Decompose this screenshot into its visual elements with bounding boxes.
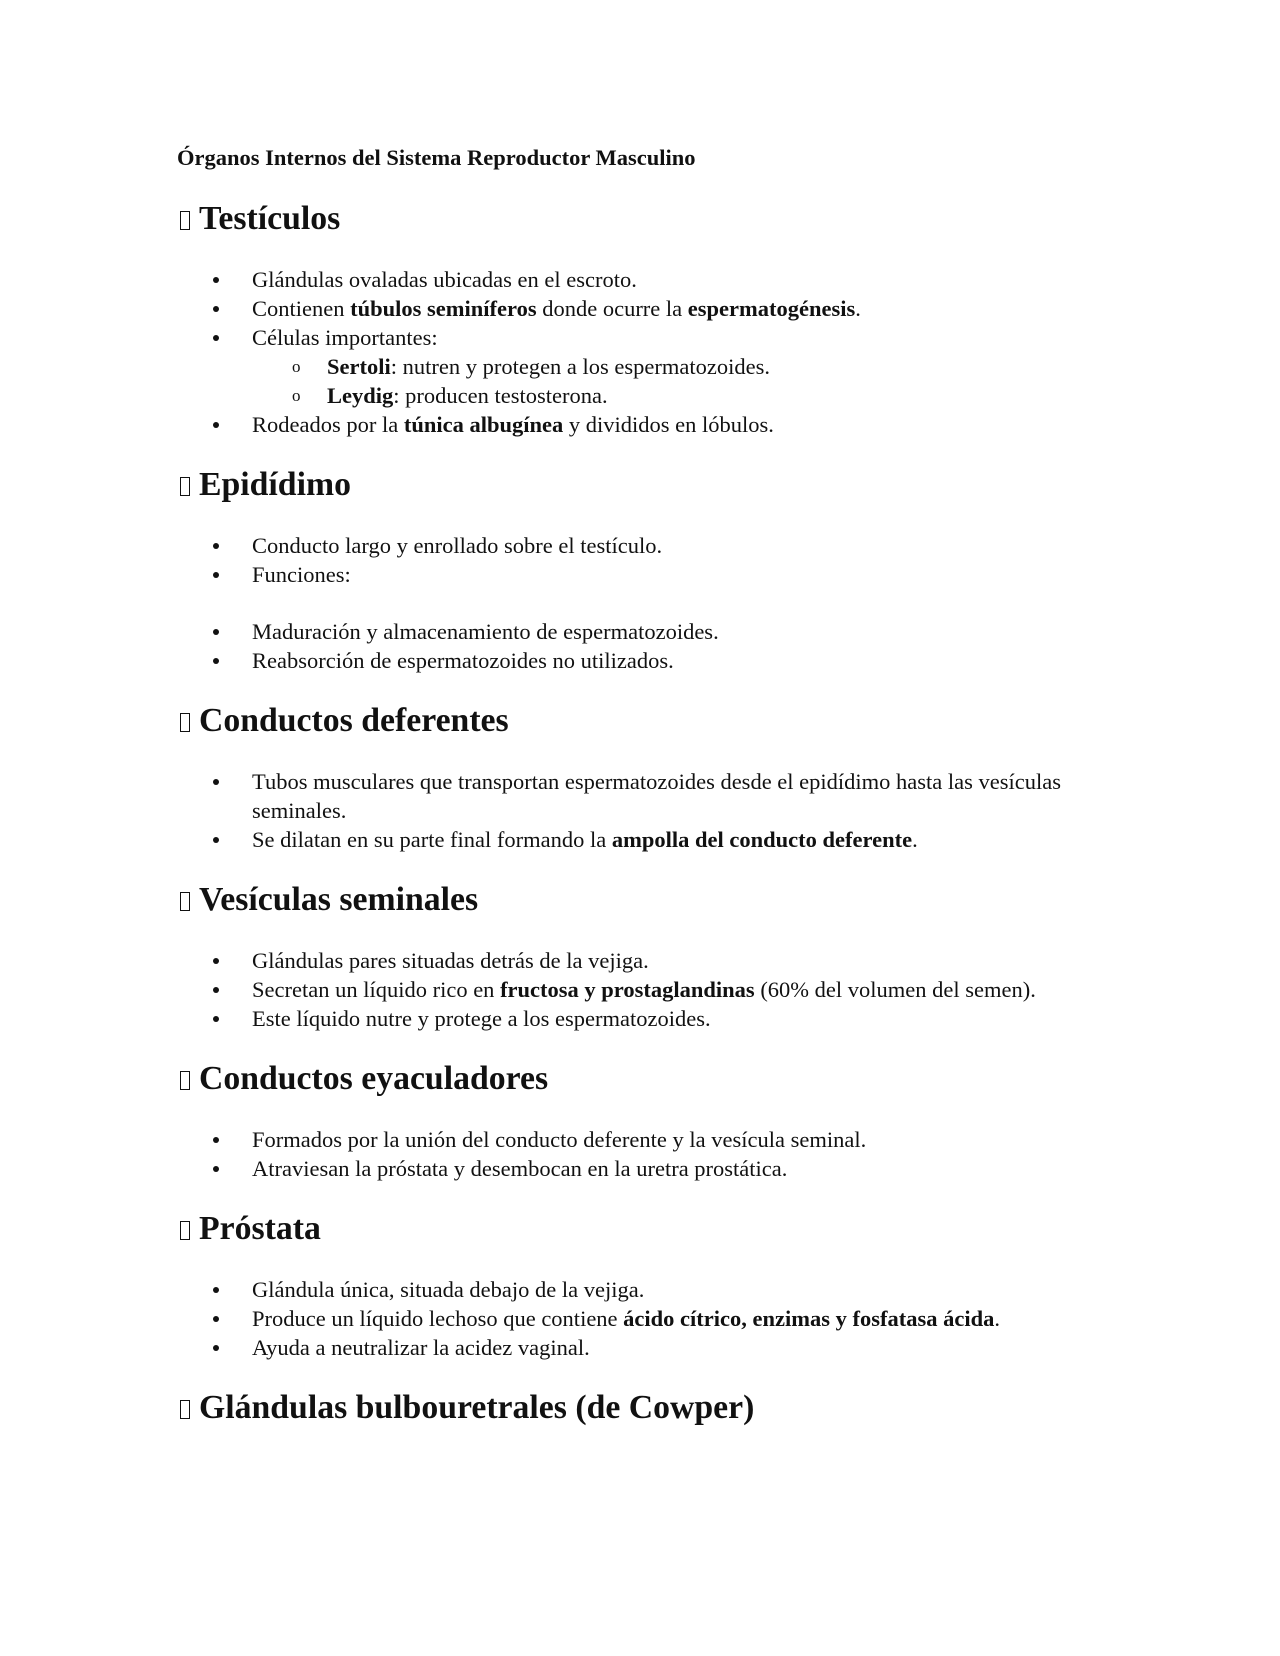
list-item xyxy=(177,767,1097,825)
section-heading xyxy=(177,200,1097,237)
missing-glyph-icon xyxy=(180,1071,190,1090)
text-run: Rodeados por la xyxy=(252,412,404,437)
list-item xyxy=(177,946,1097,975)
bullet-icon xyxy=(213,958,219,964)
list-item-text xyxy=(252,977,1036,1002)
section-heading-text: Testículos xyxy=(199,200,341,237)
sub-list-item xyxy=(177,352,1097,381)
list-item-text xyxy=(252,325,438,350)
text-run: Se dilatan en su parte final formando la xyxy=(252,827,612,852)
text-run: Este líquido nutre y protege a los espermatozoides. xyxy=(252,1006,711,1031)
list-item-text xyxy=(252,827,918,852)
sections-container xyxy=(177,200,1097,1426)
list-item xyxy=(177,1154,1097,1183)
list-item-text xyxy=(252,412,774,437)
list-item-text xyxy=(252,1006,711,1031)
bullet-icon xyxy=(213,1137,219,1143)
list-item xyxy=(177,531,1097,560)
bullet-icon xyxy=(213,422,219,428)
text-run: . xyxy=(855,296,861,321)
missing-glyph-icon xyxy=(180,713,190,732)
text-run: Atraviesan la próstata y desembocan en la uretra prostática. xyxy=(252,1156,788,1181)
bullet-icon xyxy=(213,543,219,549)
text-run: . xyxy=(912,827,918,852)
bullet-icon xyxy=(213,629,219,635)
list-item xyxy=(177,825,1097,854)
text-run: Produce un líquido lechoso que contiene xyxy=(252,1306,624,1331)
bullet-icon xyxy=(213,335,219,341)
list-item xyxy=(177,265,1097,294)
bold-text: túbulos seminíferos xyxy=(350,296,537,321)
list-item xyxy=(177,410,1097,439)
text-run: Secretan un líquido rico en xyxy=(252,977,501,1002)
bullet-icon xyxy=(213,1345,219,1351)
list-item-text xyxy=(252,296,861,321)
bullet-list xyxy=(177,1125,1097,1183)
text-run: Formados por la unión del conducto deferente y la vesícula seminal. xyxy=(252,1127,867,1152)
bold-text: Sertoli xyxy=(327,354,391,379)
bold-text: espermatogénesis xyxy=(687,296,856,321)
bullet-icon xyxy=(213,1016,219,1022)
list-item xyxy=(177,1125,1097,1154)
list-item-text xyxy=(252,1306,1000,1331)
list-item-text xyxy=(252,533,662,558)
list-item xyxy=(177,1004,1097,1033)
list-item xyxy=(177,1304,1097,1333)
sub-bullet-icon: o xyxy=(292,357,301,376)
bullet-icon xyxy=(213,1316,219,1322)
bullet-icon xyxy=(213,987,219,993)
list-item xyxy=(177,975,1097,1004)
list-item-text xyxy=(252,648,674,673)
list-item-text xyxy=(252,562,351,587)
list-item xyxy=(177,1333,1097,1362)
bullet-icon xyxy=(213,572,219,578)
bullet-list xyxy=(177,767,1097,854)
section-heading-text: Conductos eyaculadores xyxy=(199,1060,549,1097)
section-heading-text: Glándulas bulbouretrales (de Cowper) xyxy=(199,1389,755,1426)
list-item xyxy=(177,294,1097,323)
sub-bullet-icon: o xyxy=(292,386,301,405)
text-run: (60% del volumen del semen). xyxy=(754,977,1036,1002)
section-heading xyxy=(177,466,1097,503)
text-run: Glándula única, situada debajo de la vejiga. xyxy=(252,1277,645,1302)
missing-glyph-icon xyxy=(180,1400,190,1419)
sub-list xyxy=(177,352,1097,410)
text-run: : nutren y protegen a los espermatozoides. xyxy=(390,354,770,379)
missing-glyph-icon xyxy=(180,892,190,911)
bold-text: ácido cítrico, enzimas y fosfatasa ácida xyxy=(623,1306,995,1331)
bullet-icon xyxy=(213,306,219,312)
list-item-text xyxy=(252,267,637,292)
text-run: Funciones: xyxy=(252,562,351,587)
list-item-text xyxy=(252,1156,787,1181)
text-run: : producen testosterona. xyxy=(393,383,608,408)
bold-text: fructosa y prostaglandinas xyxy=(500,977,755,1002)
list-item xyxy=(177,1275,1097,1304)
section-heading-text: Epidídimo xyxy=(199,466,351,503)
section-heading-text: Conductos deferentes xyxy=(199,702,509,739)
bullet-icon xyxy=(213,277,219,283)
sub-list-item-text xyxy=(327,354,770,379)
section-heading xyxy=(177,1389,1097,1426)
list-item xyxy=(177,617,1097,646)
section-heading xyxy=(177,702,1097,739)
list-item xyxy=(177,323,1097,352)
bullet-icon xyxy=(213,779,219,785)
text-run: Glándulas pares situadas detrás de la vejiga. xyxy=(252,948,649,973)
text-run: Maduración y almacenamiento de espermatozoides. xyxy=(252,619,719,644)
list-item-text xyxy=(252,769,1061,823)
text-run: Glándulas ovaladas ubicadas en el escroto. xyxy=(252,267,637,292)
section-heading xyxy=(177,1060,1097,1097)
section-heading xyxy=(177,881,1097,918)
text-run: . xyxy=(994,1306,1000,1331)
section-heading-text: Próstata xyxy=(199,1210,321,1247)
missing-glyph-icon xyxy=(180,477,190,496)
bullet-list xyxy=(177,1275,1097,1362)
text-run: Conducto largo y enrollado sobre el testículo. xyxy=(252,533,663,558)
sub-list-item xyxy=(177,381,1097,410)
missing-glyph-icon xyxy=(180,211,190,230)
sub-list-item-text xyxy=(327,383,608,408)
list-item xyxy=(177,646,1097,675)
list-item-text xyxy=(252,1127,866,1152)
text-run: Tubos musculares que transportan espermatozoides desde el epidídimo hasta las vesículas seminales. xyxy=(252,769,1061,823)
bullet-list xyxy=(177,265,1097,439)
list-item xyxy=(177,560,1097,589)
list-item-text xyxy=(252,1277,644,1302)
bullet-icon xyxy=(213,1287,219,1293)
text-run: Contienen xyxy=(252,296,351,321)
document-content xyxy=(177,143,1097,1426)
text-run: Ayuda a neutralizar la acidez vaginal. xyxy=(252,1335,590,1360)
text-run: y divididos en lóbulos. xyxy=(563,412,774,437)
bold-text: ampolla del conducto deferente xyxy=(611,827,913,852)
list-item-text xyxy=(252,948,649,973)
missing-glyph-icon xyxy=(180,1221,190,1240)
bullet-list xyxy=(177,617,1097,675)
text-run: donde ocurre la xyxy=(536,296,688,321)
section-heading xyxy=(177,1210,1097,1247)
list-item-text xyxy=(252,1335,590,1360)
bullet-list xyxy=(177,946,1097,1033)
document-title: Órganos Internos del Sistema Reproductor Masculino xyxy=(177,145,696,170)
text-run: Células importantes: xyxy=(252,325,438,350)
bullet-icon xyxy=(213,837,219,843)
bold-text: túnica albugínea xyxy=(403,412,564,437)
list-item-text xyxy=(252,619,719,644)
section-heading-text: Vesículas seminales xyxy=(199,881,479,918)
bullet-icon xyxy=(213,658,219,664)
text-run: Reabsorción de espermatozoides no utilizados. xyxy=(252,648,674,673)
bullet-icon xyxy=(213,1166,219,1172)
bold-text: Leydig xyxy=(327,383,394,408)
bullet-list xyxy=(177,531,1097,589)
